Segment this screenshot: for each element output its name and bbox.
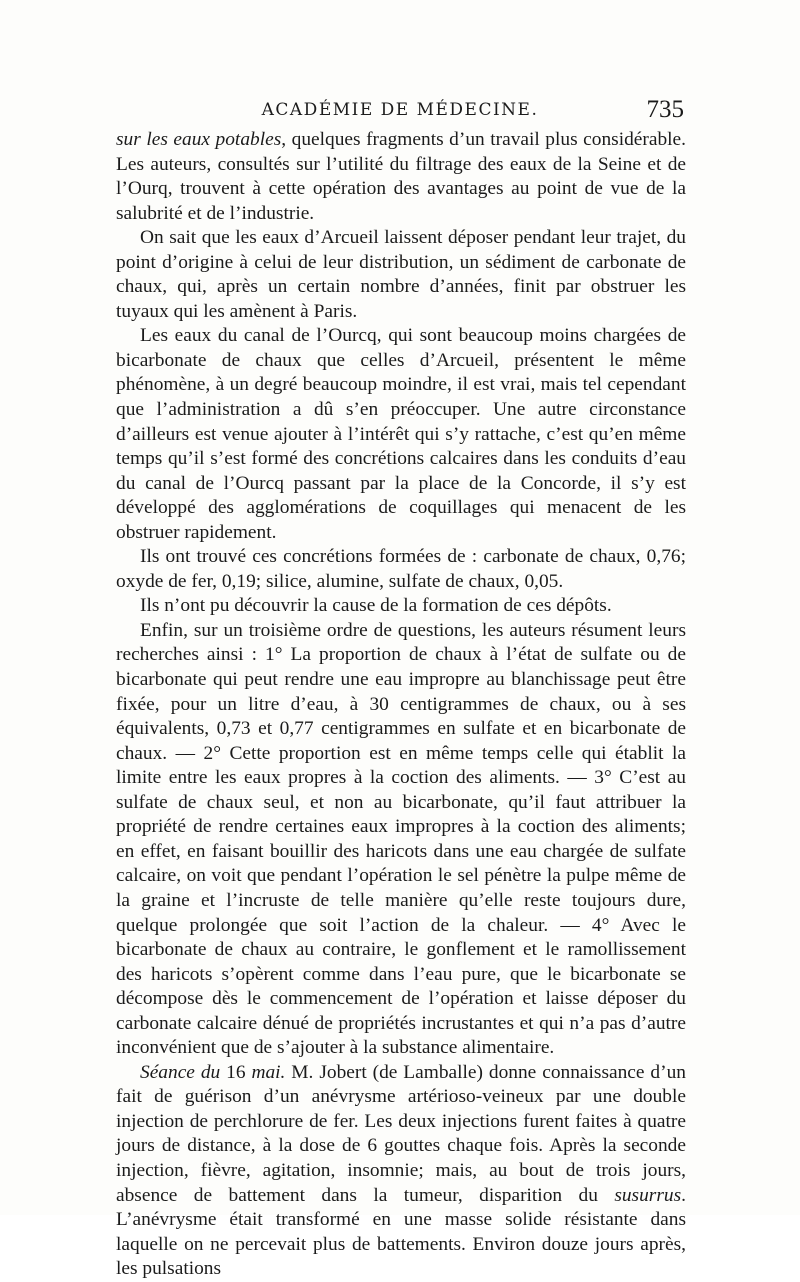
paragraph-7 xyxy=(116,1061,686,1282)
page-header xyxy=(116,96,684,126)
paragraph-text: Ils ont trouvé ces concrétions formées de : carbonate de chaux, 0,76; oxyde de fer, 0,19; silice, alumine, sulfate de chaux, 0,05. xyxy=(116,546,686,592)
paragraph-text: Ils n’ont pu découvrir la cause de la formation de ces dépôts. xyxy=(140,595,612,617)
paragraph-3 xyxy=(116,324,686,545)
paragraph-text: On sait que les eaux d’Arcueil laissent déposer pendant leur trajet, du point d’origine à celui de leur distribution, un sédiment de carbonate de chaux, qui, après un certain nombre d’années, finit par obstruer les tuyaux qui les amènent à Paris. xyxy=(116,227,686,322)
body-text xyxy=(116,128,686,1282)
paragraph-text: M. Jobert (de Lamballe) donne connaissance d’un fait de guérison d’un anévrysme artérioso-veineux par une double injection de perchlorure de fer. Les deux injections furent faites à quatre jours de distance, à la dose de 6 gouttes chaque fois. Après la seconde injection, fièvre, agitation, insomnie; mais, au bout de trois jours, absence de battement dans la tumeur, disparition du xyxy=(116,1061,686,1206)
paragraph-text: Les eaux du canal de l’Ourcq, qui sont beaucoup moins chargées de bicarbonate de chaux que celles d’Arcueil, présentent le même phénomène, à un degré beaucoup moindre, il est vrai, mais tel cependant que l’administration a dû s’en préoccuper. Une autre circonstance d’ailleurs est venue ajouter à l’intérêt qui s’y rattache, c’est qu’en même temps qu’il s’est formé des concrétions calcaires dans les conduits d’eau du canal de l’Ourcq passant par la place de la Concorde, il s’y est développé des agglomérations de coquillages qui menacent de les obstruer rapidement. xyxy=(116,325,686,543)
paragraph-text: Enfin, sur un troisième ordre de questions, les auteurs résument leurs recherches ainsi : 1° La proportion de chaux à l’état de sulfate ou de bicarbonate qui peut rendre une eau impropre au blanchissage peut être fixée, pour un litre d’eau, à 30 centigrammes de chaux, ou à ses équivalents, 0,73 et 0,77 centigrammes en sulfate et en bicarbonate de chaux. — 2° Cette proportion est en même temps celle qui établit la limite entre les eaux propres à la coction des aliments. — 3° C’est au sulfate de chaux seul, et non au bicarbonate, qu’il faut attribuer la propriété de rendre certaines eaux impropres à la coction des aliments; en effet, en faisant bouillir des haricots dans une eau chargée de sulfate calcaire, on voit que pendant l’opération le sel pénètre la pulpe même de la graine et l’incruste de telle manière qu’elle reste toujours dure, quelque prolongée que soit l’action de la chaleur. — 4° Avec le bicarbonate de chaux au contraire, le gonflement et le ramollissement des haricots s’opèrent comme dans l’eau pure, que le bicarbonate se décompose dès le commencement de l’opération et laisse déposer du carbonate calcaire dénué de propriétés incrustantes et qui n’a pas d’autre inconvénient que de s’ajouter à la substance alimentaire. xyxy=(116,619,686,1059)
paragraph-2 xyxy=(116,226,686,324)
paragraph-text-continued: . L’anévrysme était transformé en une masse solide résistante dans laquelle on ne percevait plus de battements. Environ douze jours après, les pulsations xyxy=(116,1184,686,1280)
session-month: mai. xyxy=(251,1061,286,1083)
paragraph-5 xyxy=(116,594,686,619)
paragraph-4 xyxy=(116,545,686,594)
paragraph-1 xyxy=(116,128,686,226)
page-number: 735 xyxy=(646,96,684,123)
running-title: ACADÉMIE DE MÉDECINE. xyxy=(261,100,539,120)
session-day: 16 xyxy=(220,1061,252,1083)
italic-phrase: sur les eaux potables xyxy=(116,129,282,150)
paragraph-text: , quelques fragments d’un travail plus considérable. Les auteurs, consultés sur l’utilité du filtrage des eaux de la Seine et de l’Ourq, trouvent à cette opération des avantages au point de vue de la salubrité et de l’industrie. xyxy=(116,129,686,224)
session-label: Séance du xyxy=(140,1061,221,1083)
italic-word: susurrus xyxy=(614,1184,682,1206)
paragraph-6 xyxy=(116,619,686,1061)
